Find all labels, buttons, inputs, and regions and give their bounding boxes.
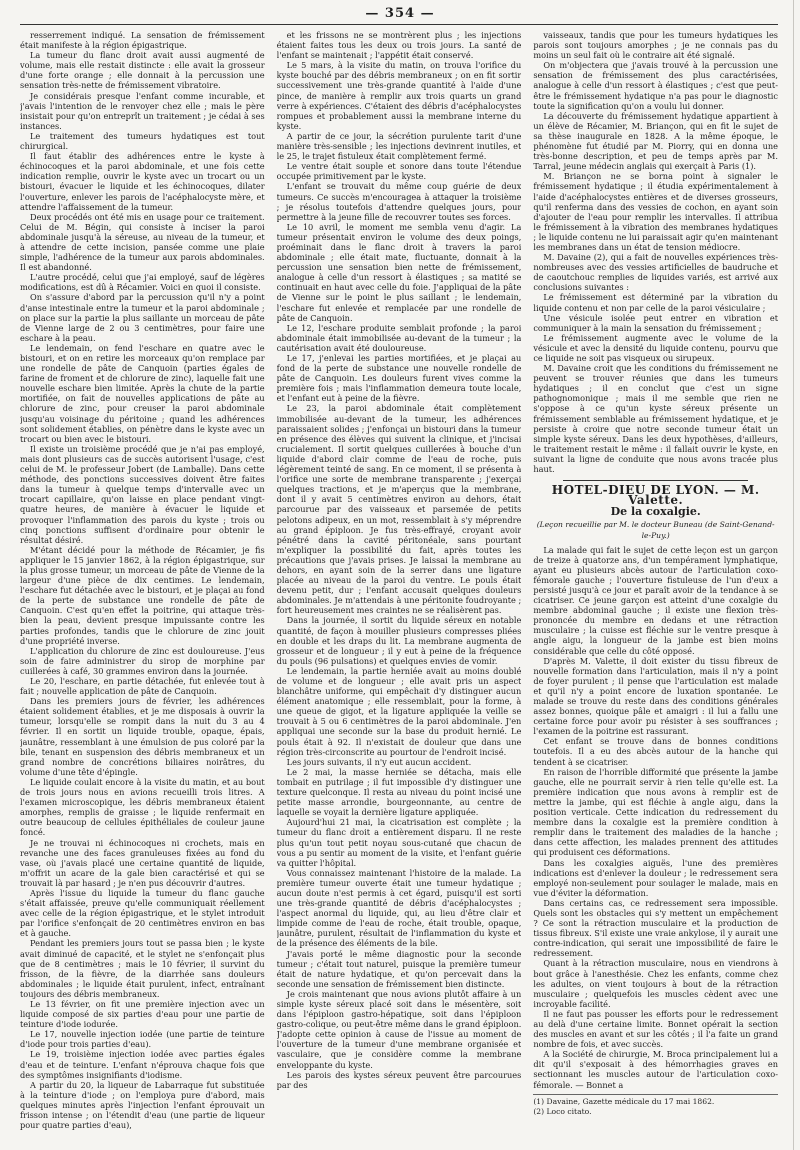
- footnotes: [533, 1094, 778, 1117]
- section-subtitle: De la coxalgie.: [610, 505, 701, 519]
- paragraph: Le traitement des tumeurs hydatiques est tout chirurgical.: [20, 130, 265, 152]
- paragraph: Le 2 mai, la masse herniée se détacha, mais elle tombait en putrilage ; il fut impossible d'y distinguer une texture quelconque. Il resta au niveau du point incisé une petite masse arrondie, bourgeonnante, au centre de laquelle se voyait la dernière ligature appliquée.: [276, 766, 522, 818]
- footnote: (2) Loco citato.: [533, 1106, 592, 1116]
- page-edge-line: [793, 0, 794, 1150]
- column-right: [533, 30, 778, 1140]
- paragraph: Je crois maintenant que nous avions plutôt affaire à un simple kyste séreux placé soit dans le mésentère, soit dans l'épiploon gastro-hépatique, soit dans l'épiploon gastro-colique, ou peut-être même dans le grand épiploon. J'adopte cette opinion à cause de l'issue au moment de l'ouverture de la tumeur d'une membrane organisée et vasculaire, que je considère comme la membrane enveloppante du kyste.: [276, 988, 522, 1070]
- paragraph: resserrement indiqué. La sensation de frémissement était manifeste à la région épigastrique.: [20, 30, 265, 51]
- paragraph: M'étant décidé pour la méthode de Récamier, je fis appliquer le 15 janvier 1862, à la région épigastrique, sur la plus grosse tumeur, un morceau de pâte de Vienne de la largeur d'une pièce de dix centimes. Le lendemain, l'eschare fut détachée avec le bistouri, et je plaçai au fond de la perte de substance une rondelle de pâte de Canquoin. C'est qu'en effet la poitrine, qui attaque très-bien la peau, devient presque impuissante contre les parties profondes, tandis que le chlorure de zinc jouit d'une propriété inverse.: [20, 544, 265, 646]
- paragraph: Quant à la rétraction musculaire, nous en viendrons à bout grâce à l'anesthésie. Chez les enfants, comme chez les adultes, on vient toujours à bout de la rétraction musculaire ; quelquefois les muscles cèdent avec une incroyable facilité.: [533, 958, 778, 1009]
- paragraph: Une vésicule isolée peut entrer en vibration et communiquer à la main la sensation du frémissement ;: [533, 312, 778, 333]
- paragraph: D'après M. Valette, il doit exister du tissu fibreux de nouvelle formation dans l'articulation, mais il n'y a point de foyer purulent ; il pense que l'articulation est malade et qu'il n'y a point encore de luxation spontanée. Le malade se trouve du reste dans des conditions générales assez bonnes, quoique pâle et amaigri : il lui a fallu une certaine force pour avoir pu résister à ses souffrances ; l'examen de la poitrine est rassurant.: [533, 655, 778, 737]
- paragraph: Dans les coxalgies aiguës, l'une des premières indications est d'enlever la douleur ; le redressement sera employé non-seulement pour soulager le malade, mais en vue d'éviter la déformation.: [533, 857, 778, 898]
- paragraph: Il existe un troisième procédé que je n'ai pas employé, mais dont plusieurs cas de succès autorisent l'usage, c'est celui de M. le professeur Jobert (de Lamballe). Dans cette méthode, des ponctions successives doivent être faites dans la tumeur à quelque temps d'intervalle avec un trocart capillaire, qu'on laisse en place pendant vingt-quatre heures, de manière à évacuer le liquide et provoquer l'inflammation des parois du kyste ; trois ou cinq ponctions suffisent d'ordinaire pour obtenir le résultat désiré.: [20, 443, 265, 545]
- paragraph: A partir de ce jour, la sécrétion purulente tarit d'une manière très-sensible ; les injections devinrent inutiles, et le 25, le trajet fistuleux était complètement fermé.: [276, 130, 522, 162]
- paragraph: En raison de l'horrible difformité que présente la jambe gauche, elle ne pourrait servir à rien telle qu'elle est. La première indication que nous avons à remplir est de mettre la jambe, qui est fléchie à angle aigu, dans la position verticale. Cette indication du redressement du membre dans la coxalgie est la première condition à remplir dans le traitement des maladies de la hanche ; dans cette affection, les malades prennent des attitudes qui produisent ces déformations.: [533, 766, 778, 858]
- paragraph: Après l'issue du liquide la tumeur du flanc gauche s'était affaissée, preuve qu'elle communiquait réellement avec celle de la région épigastrique, et le stylet introduit par l'orifice s'enfonçait de 20 centimètres environ en bas et à gauche.: [20, 887, 265, 939]
- paragraph: Dans les premiers jours de février, les adhérences étaient solidement établies, et je me disposais à ouvrir la tumeur, lorsqu'elle se rompit dans la nuit du 3 au 4 février. Il en sortit un liquide trouble, opaque, épais, jaunâtre, ressemblant à une émulsion de pus coloré par la bile, tenant en suspension des débris membraneux et un grand nombre de concrétions biliaires noirâtres, du volume d'une tête d'épingle.: [20, 696, 265, 777]
- paragraph: Le 10 avril, le moment me sembla venu d'agir. La tumeur présentait environ le volume des deux poings, proéminait dans le flanc droit à travers la paroi abdominale ; elle était mate, fluctuante, donnait à la percussion une sensation bien nette de frémissement, analogue à celle d'un ressort à élastiques ; sa matité se continuait en haut avec celle du foie. J'appliquai de la pâte de Vienne sur le point le plus saillant ; le lendemain, l'eschare fut enlevée et remplacée par une rondelle de pâte de Canquoin.: [276, 221, 522, 323]
- paragraph: Pendant les premiers jours tout se passa bien ; le kyste avait diminué de capacité, et le stylet ne s'enfonçait plus que de 8 centimètres ; mais le 10 février, il survint du frisson, de la fièvre, de la diarrhée sans douleurs abdominales ; le liquide était purulent, infect, entraînant toujours des débris membraneux.: [20, 938, 265, 999]
- paragraph: J'avais porté le même diagnostic pour la seconde tumeur ; c'était tout naturel, puisque la première tumeur était de nature hydatique, et qu'on percevait dans la seconde une sensation de frémissement bien distincte.: [276, 948, 522, 989]
- paragraph: L'application du chlorure de zinc est douloureuse. J'eus soin de faire administrer du sirop de morphine par cuillerées à café, 30 grammes environ dans la journée.: [20, 645, 265, 676]
- section-divider: [563, 480, 748, 481]
- paragraph: Le 17, nouvelle injection iodée (une partie de teinture d'iode pour trois parties d'eau).: [20, 1029, 265, 1050]
- paragraph: Le frémissement est déterminé par la vibration du liquide contenu et non par celle de la paroi vésiculaire ;: [533, 292, 778, 313]
- page-number: — 354 —: [365, 6, 435, 21]
- paragraph: L'enfant se trouvait du même coup guérie de deux tumeurs. Ce succès m'encouragea à attaquer la troisième ; je résolus toutefois d'attendre quelques jours, pour permettre à la jeune fille de recouvrer toutes ses forces.: [276, 181, 522, 222]
- paragraph: Dans certains cas, ce redressement sera impossible. Quels sont les obstacles qui s'y mettent un empêchement ? Ce sont la rétraction musculaire et la production de tissus fibreux. S'il existe une vraie ankylose, il y aurait une contre-indication, qui serait une impossibilité de faire le redressement.: [533, 897, 778, 959]
- paragraph: Cet enfant se trouve dans de bonnes conditions toutefois. Il a eu des abcès autour de la hanche qui tendent à se cicatriser.: [533, 736, 778, 767]
- footnote: (1) Davaine, Gazette médicale du 17 mai 1862.: [533, 1096, 715, 1106]
- paragraph: Le liquide coulait encore à la visite du matin, et au bout de trois jours nous en avions recueilli trois litres. A l'examen microscopique, les débris membraneux étaient amorphes, remplis de graisse ; le liquide renfermait en outre beaucoup de cellules épithéliales de couleur jaune foncé.: [20, 776, 265, 838]
- paragraph: Dans la journée, il sortit du liquide séreux en notable quantité, de façon à mouiller plusieurs compresses pliées en double et les draps du lit. La membrane augmenta de grosseur et de longueur ; il y eut à peine de la fréquence du pouls (96 pulsations) et quelques envies de vomir.: [276, 615, 522, 666]
- paragraph: Il ne faut pas pousser les efforts pour le redressement au delà d'une certaine limite. Bonnet opérait la section des muscles en avant et sur les côtés ; il l'a faite un grand nombre de fois, et avec succès.: [533, 1008, 778, 1050]
- paragraph: Les parois des kystes séreux peuvent être parcourues par des: [276, 1069, 522, 1090]
- paragraph: L'autre procédé, celui que j'ai employé, sauf de légères modifications, est dû à Récamier. Voici en quoi il consiste.: [20, 272, 265, 293]
- column-right-upper-text: [533, 30, 778, 474]
- paragraph: et les frissons ne se montrèrent plus ; les injections étaient faites tous les deux ou trois jours. La santé de l'enfant se maintenait ; l'appétit était conservé.: [276, 30, 522, 61]
- paragraph: M. Briançon ne se borna point à signaler le frémissement hydatique ; il étudia expérimentalement à l'aide d'acéphalocystes entières et de diverses grosseurs, qu'il renferma dans des vessies de cochon, en ayant soin d'ajouter de l'eau pour remplir les intervalles. Il attribua le frémissement à la vibration des membranes hydatiques ; le liquide contenu ne lui paraissait agir qu'en maintenant les membranes dans un état de tension médiocre.: [533, 171, 778, 252]
- paragraph: Deux procédés ont été mis en usage pour ce traitement. Celui de M. Bégin, qui consiste à inciser la paroi abdominale jusqu'à la séreuse, au niveau de la tumeur, et à attendre de cette incision, pansée comme une plaie simple, l'adhérence de la tumeur aux parois abdominales. Il est abandonné.: [20, 211, 265, 273]
- paragraph: Je considérais presque l'enfant comme incurable, et j'avais l'intention de le renvoyer chez elle ; mais le père insistait pour qu'on entreprît un traitement ; je cédai à ses instances.: [20, 90, 265, 131]
- paragraph: Aujourd'hui 21 mai, la cicatrisation est complète ; la tumeur du flanc droit a entièrement disparu. Il ne reste plus qu'un tout petit noyau sous-cutané que chacun de vous a pu sentir au moment de la visite, et l'enfant guérie va quitter l'hôpital.: [276, 817, 522, 868]
- header-rule: [20, 24, 778, 25]
- paragraph: vaisseaux, tandis que pour les tumeurs hydatiques les parois sont toujours amorphes ; je ne connais pas du moins un seul fait où le contraire ait été signalé.: [533, 30, 778, 61]
- paragraph: Le ventre était souple et sonore dans toute l'étendue occupée primitivement par le kyste.: [276, 161, 522, 182]
- paragraph: Il faut établir des adhérences entre le kyste à échinocoques et la paroi abdominale, et une fois cette indication remplie, ouvrir le kyste avec un trocart ou un bistouri, évacuer le liquide et les échinocoques, dilater l'ouverture, enlever les parois de l'acéphalocyste mère, et attendre l'affaissement de la tumeur.: [20, 151, 265, 212]
- paragraph: Le 12, l'eschare produite semblait profonde ; la paroi abdominale était immobilisée au-devant de la tumeur ; la cautérisation avait été douloureuse.: [276, 322, 522, 353]
- paragraph: Le 13 février, on fit une première injection avec un liquide composé de six parties d'eau pour une partie de teinture d'iode iodurée.: [20, 999, 265, 1030]
- column-middle: [277, 30, 522, 1140]
- paragraph: Vous connaissez maintenant l'histoire de la malade. La première tumeur ouverte était une tumeur hydatique ; aucun doute n'est permis à cet égard, puisqu'il est sorti une très-grande quantité de débris d'acéphalocystes ; l'aspect anormal du liquide, qui, au lieu d'être clair et limpide comme de l'eau de roche, était trouble, opaque, jaunâtre, purulent, résultait de l'inflammation du kyste et de la présence des éléments de la bile.: [276, 867, 522, 949]
- paragraph: Le 23, la paroi abdominale était complètement immobilisée au-devant de la tumeur, les adhérences paraissaient solides ; j'enfonçai un bistouri dans la tumeur en présence des élèves qui suivent la clinique, et j'incisai crucialement. Il sortit quelques cuillerées à bouche d'un liquide d'abord clair comme de l'eau de roche, puis légèrement teinté de sang. En ce moment, il se présenta à l'orifice une sorte de membrane transparente ; j'exerçai quelques tractions, et je m'aperçus que la membrane, dont il y avait 5 centimètres environ au dehors, était parcourue par des vaisseaux et parsemée de petits pelotons adipeux, en un mot, ressemblait à s'y méprendre au grand épiploon. Je fus très-effrayé, croyant avoir pénétré dans la cavité péritonéale, sans pourtant m'expliquer la possibilité du fait, après toutes les précautions que j'avais prises. Je laissai la membrane au dehors, en ayant soin de la serrer dans une ligature placée au niveau de la paroi du ventre. Le pouls était devenu petit, dur ; l'enfant accusait quelques douleurs abdominales. Je m'attendais à une péritonite foudroyante ; fort heureusement mes craintes ne se réalisèrent pas.: [276, 403, 522, 616]
- paragraph: On s'assure d'abord par la percussion qu'il n'y a point d'anse intestinale entre la tumeur et la paroi abdominale ; on place sur la partie la plus saillante un morceau de pâte de Vienne large de 2 ou 3 centimètres, pour faire une eschare à la peau.: [20, 292, 265, 343]
- paragraph: A la Société de chirurgie, M. Broca principalement lui a dit qu'il s'exposait à des hémorrhagies graves en sectionnant les muscles autour de l'articulation coxo-fémorale. — Bonnet a: [533, 1049, 778, 1090]
- paragraph: Le lendemain, la partie herniée avait au moins doublé de volume et de longueur ; elle avait pris un aspect blanchâtre uniforme, qui empêchait d'y distinguer aucun élément anatomique ; elle ressemblait, pour la forme, à une queue de gigot, et la ligature appliquée la veille se trouvait à 5 ou 6 centimètres de la paroi abdominale. J'en appliquai une seconde sur la base du produit hernié. Le pouls était à 92. Il n'existait de douleur que dans une région très-circonscrite au pourtour de l'endroit incisé.: [276, 665, 522, 757]
- paragraph: A partir du 20, la liqueur de Labarraque fut substituée à la teinture d'iode ; on l'employa pure d'abord, mais quelques minutes après l'injection l'enfant éprouvait un frisson intense ; on l'étendit d'eau (une partie de liqueur pour quatre parties d'eau),: [20, 1079, 265, 1131]
- paragraph: Les jours suivants, il n'y eut aucun accident.: [286, 756, 472, 767]
- column-right-lower-text: [533, 545, 778, 1090]
- paragraph: Le 19, troisième injection iodée avec parties égales d'eau et de teinture. L'enfant n'éprouva chaque fois que des symptômes insignifiants d'iodisme.: [20, 1049, 265, 1080]
- paragraph: La découverte du frémissement hydatique appartient à un élève de Récamier, M. Briançon, qui en fit le sujet de sa thèse inaugurale en 1828. A la même époque, le phénomène fut étudié par M. Piorry, qui en donna une très-bonne description, et peu de temps après par M. Tarral, jeune médecin anglais qui exerçait à Paris (1).: [533, 110, 778, 172]
- paragraph: Le 17, j'enlevai les parties mortifiées, et je plaçai au fond de la perte de substance une nouvelle rondelle de pâte de Canquoin. Les douleurs furent vives comme la première fois ; mais l'inflammation demeura toute locale, et l'enfant eut à peine de la fièvre.: [276, 353, 522, 404]
- paragraph: Je ne trouvai ni échinocoques ni crochets, mais en revanche une des faces granuleuses fixées au fond du vase, où j'avais placé une certaine quantité de liquide, m'offrit un acare de la gale bien caractérisé et qui se trouvait là par hasard ; je n'en pus découvrir d'autres.: [20, 837, 265, 888]
- paragraph: Le 20, l'eschare, en partie détachée, fut enlevée tout à fait ; nouvelle application de pâte de Canquoin.: [20, 676, 265, 697]
- lecture-credit: (Leçon recueillie par M. le docteur Buneau (de Saint-Genand-le-Puy.): [536, 520, 775, 540]
- section-title: HOTEL-DIEU DE LYON. — M. Valette.: [551, 483, 760, 508]
- paragraph: Le frémissement augmente avec le volume de la vésicule et avec la densité du liquide contenu, pourvu que ce liquide ne soit pas visqueux ou sirupeux.: [533, 332, 778, 363]
- paragraph: La tumeur du flanc droit avait aussi augmenté de volume, mais elle restait distincte : elle avait la grosseur d'une forte orange ; elle donnait à la percussion une sensation très-nette de frémissement vibratoire.: [20, 50, 265, 91]
- paragraph: On m'objectera que j'avais trouvé à la percussion une sensation de frémissement des plus caractérisées, analogue à celle d'un ressort à élastiques ; c'est que peut-être le frémissement hydatique n'a pas pour le diagnostic toute la signification qu'on a voulu lui donner.: [533, 60, 778, 111]
- column-left: [20, 30, 265, 1140]
- text-columns: [20, 30, 778, 1140]
- paragraph: La malade qui fait le sujet de cette leçon est un garçon de treize à quatorze ans, d'un tempérament lymphatique, ayant eu plusieurs abcès autour de l'articulation coxo-fémorale gauche ; l'ouverture fistuleuse de l'un d'eux a persisté jusqu'à ce jour et paraît avoir de la tendance à se cicatriser. Ce jeune garçon est atteint d'une coxalgie du membre abdominal gauche ; il existe une flexion très-prononcée du membre en dedans et une rétraction musculaire ; la cuisse est fléchie sur le ventre presque à angle aigu, la longueur de la jambe est bien moins considérable que celle du côté opposé.: [533, 544, 778, 656]
- paragraph: Le lendemain, on fend l'eschare en quatre avec le bistouri, et on en retire les morceaux qu'on remplace par une rondelle de pâte de Canquoin (parties égales de farine de froment et de chlorure de zinc), laquelle fait une nouvelle eschare bien limitée. Après la chute de la partie mortifiée, on fait de nouvelles applications de pâte au chlorure de zinc, pour creuser la paroi abdominale jusqu'au voisinage du péritoine ; quand les adhérences sont solidement établies, on pénètre dans le kyste avec un trocart ou bien avec le bistouri.: [20, 342, 265, 444]
- paragraph: M. Davaine (2), qui a fait de nouvelles expériences très-nombreuses avec des vessies artificielles de baudruche et de caoutchouc remplies de liquides variés, est arrivé aux conclusions suivantes :: [533, 252, 778, 293]
- paragraph: Le 5 mars, à la visite du matin, on trouva l'orifice du kyste bouché par des débris membraneux ; on en fit sortir successivement une très-grande quantité à l'aide d'une pince, de manière à remplir aux trois quarts un grand verre à expériences. C'étaient des débris d'acéphalocystes rompues et probablement aussi la membrane interne du kyste.: [276, 60, 522, 131]
- paragraph: M. Davaine croit que les conditions du frémissement ne peuvent se trouver réunies que dans les tumeurs hydatiques ; il en conclut que c'est un signe pathognomonique ; mais il me semble que rien ne s'oppose à ce qu'un kyste séreux présente un frémissement semblable au frémissement hydatique, et je persiste à croire que notre seconde tumeur était un simple kyste séreux. Dans les deux hypothèses, d'ailleurs, le traitement restait le même : il fallait ouvrir le kyste, en suivant la ligne de conduite que nous avons tracée plus haut.: [533, 363, 778, 475]
